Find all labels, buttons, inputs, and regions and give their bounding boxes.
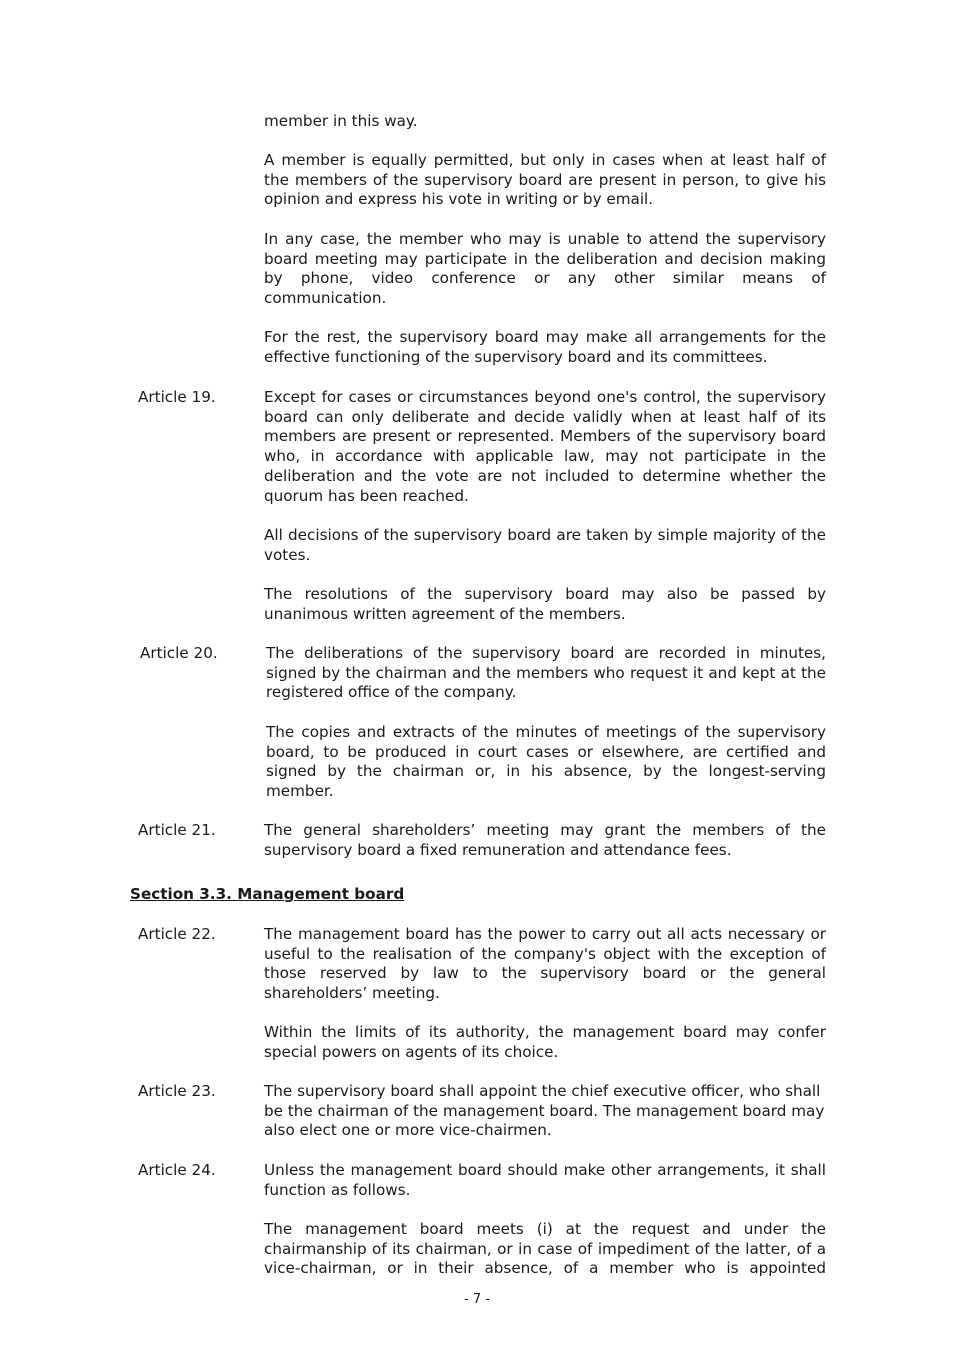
article-20-paragraph: The deliberations of the supervisory board are recorded in minutes, signed by the chairman and the members who request it and kept at the registered office of the company.: [266, 644, 826, 702]
article-19-paragraph: Except for cases or circumstances beyond one's control, the supervisory board can only deliberate and decide validly when at least half of its members are present or represented. Members of the supervisory board who, in accordance with applicable law, may not participate in the deliberation and the vote are not included to determine whether the quorum has been reached.: [264, 388, 826, 505]
article-24-paragraph: The management board meets (i) at the request and under the chairmanship of its chairman, or in case of impediment of the latter, of a vice-chairman, or in their absence, of a member who is appointed: [264, 1220, 826, 1278]
article-23-paragraph: The supervisory board shall appoint the chief executive officer, who shall be the chairman of the management board. The management board may also elect one or more vice-chairmen.: [264, 1082, 825, 1140]
paragraph: member in this way.: [264, 112, 418, 130]
section-heading: Section 3.3. Management board: [130, 885, 405, 903]
article-23-label: Article 23.: [138, 1082, 216, 1100]
paragraph: For the rest, the supervisory board may make all arrangements for the effective functioning of the supervisory board and its committees.: [264, 328, 826, 366]
article-24-paragraph: Unless the management board should make other arrangements, it shall function as follows.: [264, 1161, 826, 1199]
page-number: - 7 -: [464, 1292, 490, 1307]
article-24-label: Article 24.: [138, 1161, 216, 1179]
article-19-label: Article 19.: [138, 388, 216, 406]
article-19-paragraph: The resolutions of the supervisory board may also be passed by unanimous written agreement of the members.: [264, 585, 826, 623]
paragraph: A member is equally permitted, but only in cases when at least half of the members of the supervisory board are present in person, to give his opinion and express his vote in writing or by email.: [264, 151, 826, 209]
article-22-paragraph: The management board has the power to carry out all acts necessary or useful to the realisation of the company's object with the exception of those reserved by law to the supervisory board or the general shareholders’ meeting.: [264, 925, 826, 1003]
article-20-paragraph: The copies and extracts of the minutes of meetings of the supervisory board, to be produced in court cases or elsewhere, are certified and signed by the chairman or, in his absence, by the longest-serving member.: [266, 723, 826, 801]
paragraph: In any case, the member who may is unable to attend the supervisory board meeting may participate in the deliberation and decision making by phone, video conference or any other similar means of communication.: [264, 230, 826, 308]
article-21-label: Article 21.: [138, 821, 216, 839]
article-19-paragraph: All decisions of the supervisory board are taken by simple majority of the votes.: [264, 526, 826, 564]
article-22-label: Article 22.: [138, 925, 216, 943]
article-20-label: Article 20.: [140, 644, 218, 662]
article-21-paragraph: The general shareholders’ meeting may grant the members of the supervisory board a fixed remuneration and attendance fees.: [264, 821, 826, 859]
article-22-paragraph: Within the limits of its authority, the management board may confer special powers on agents of its choice.: [264, 1023, 826, 1061]
